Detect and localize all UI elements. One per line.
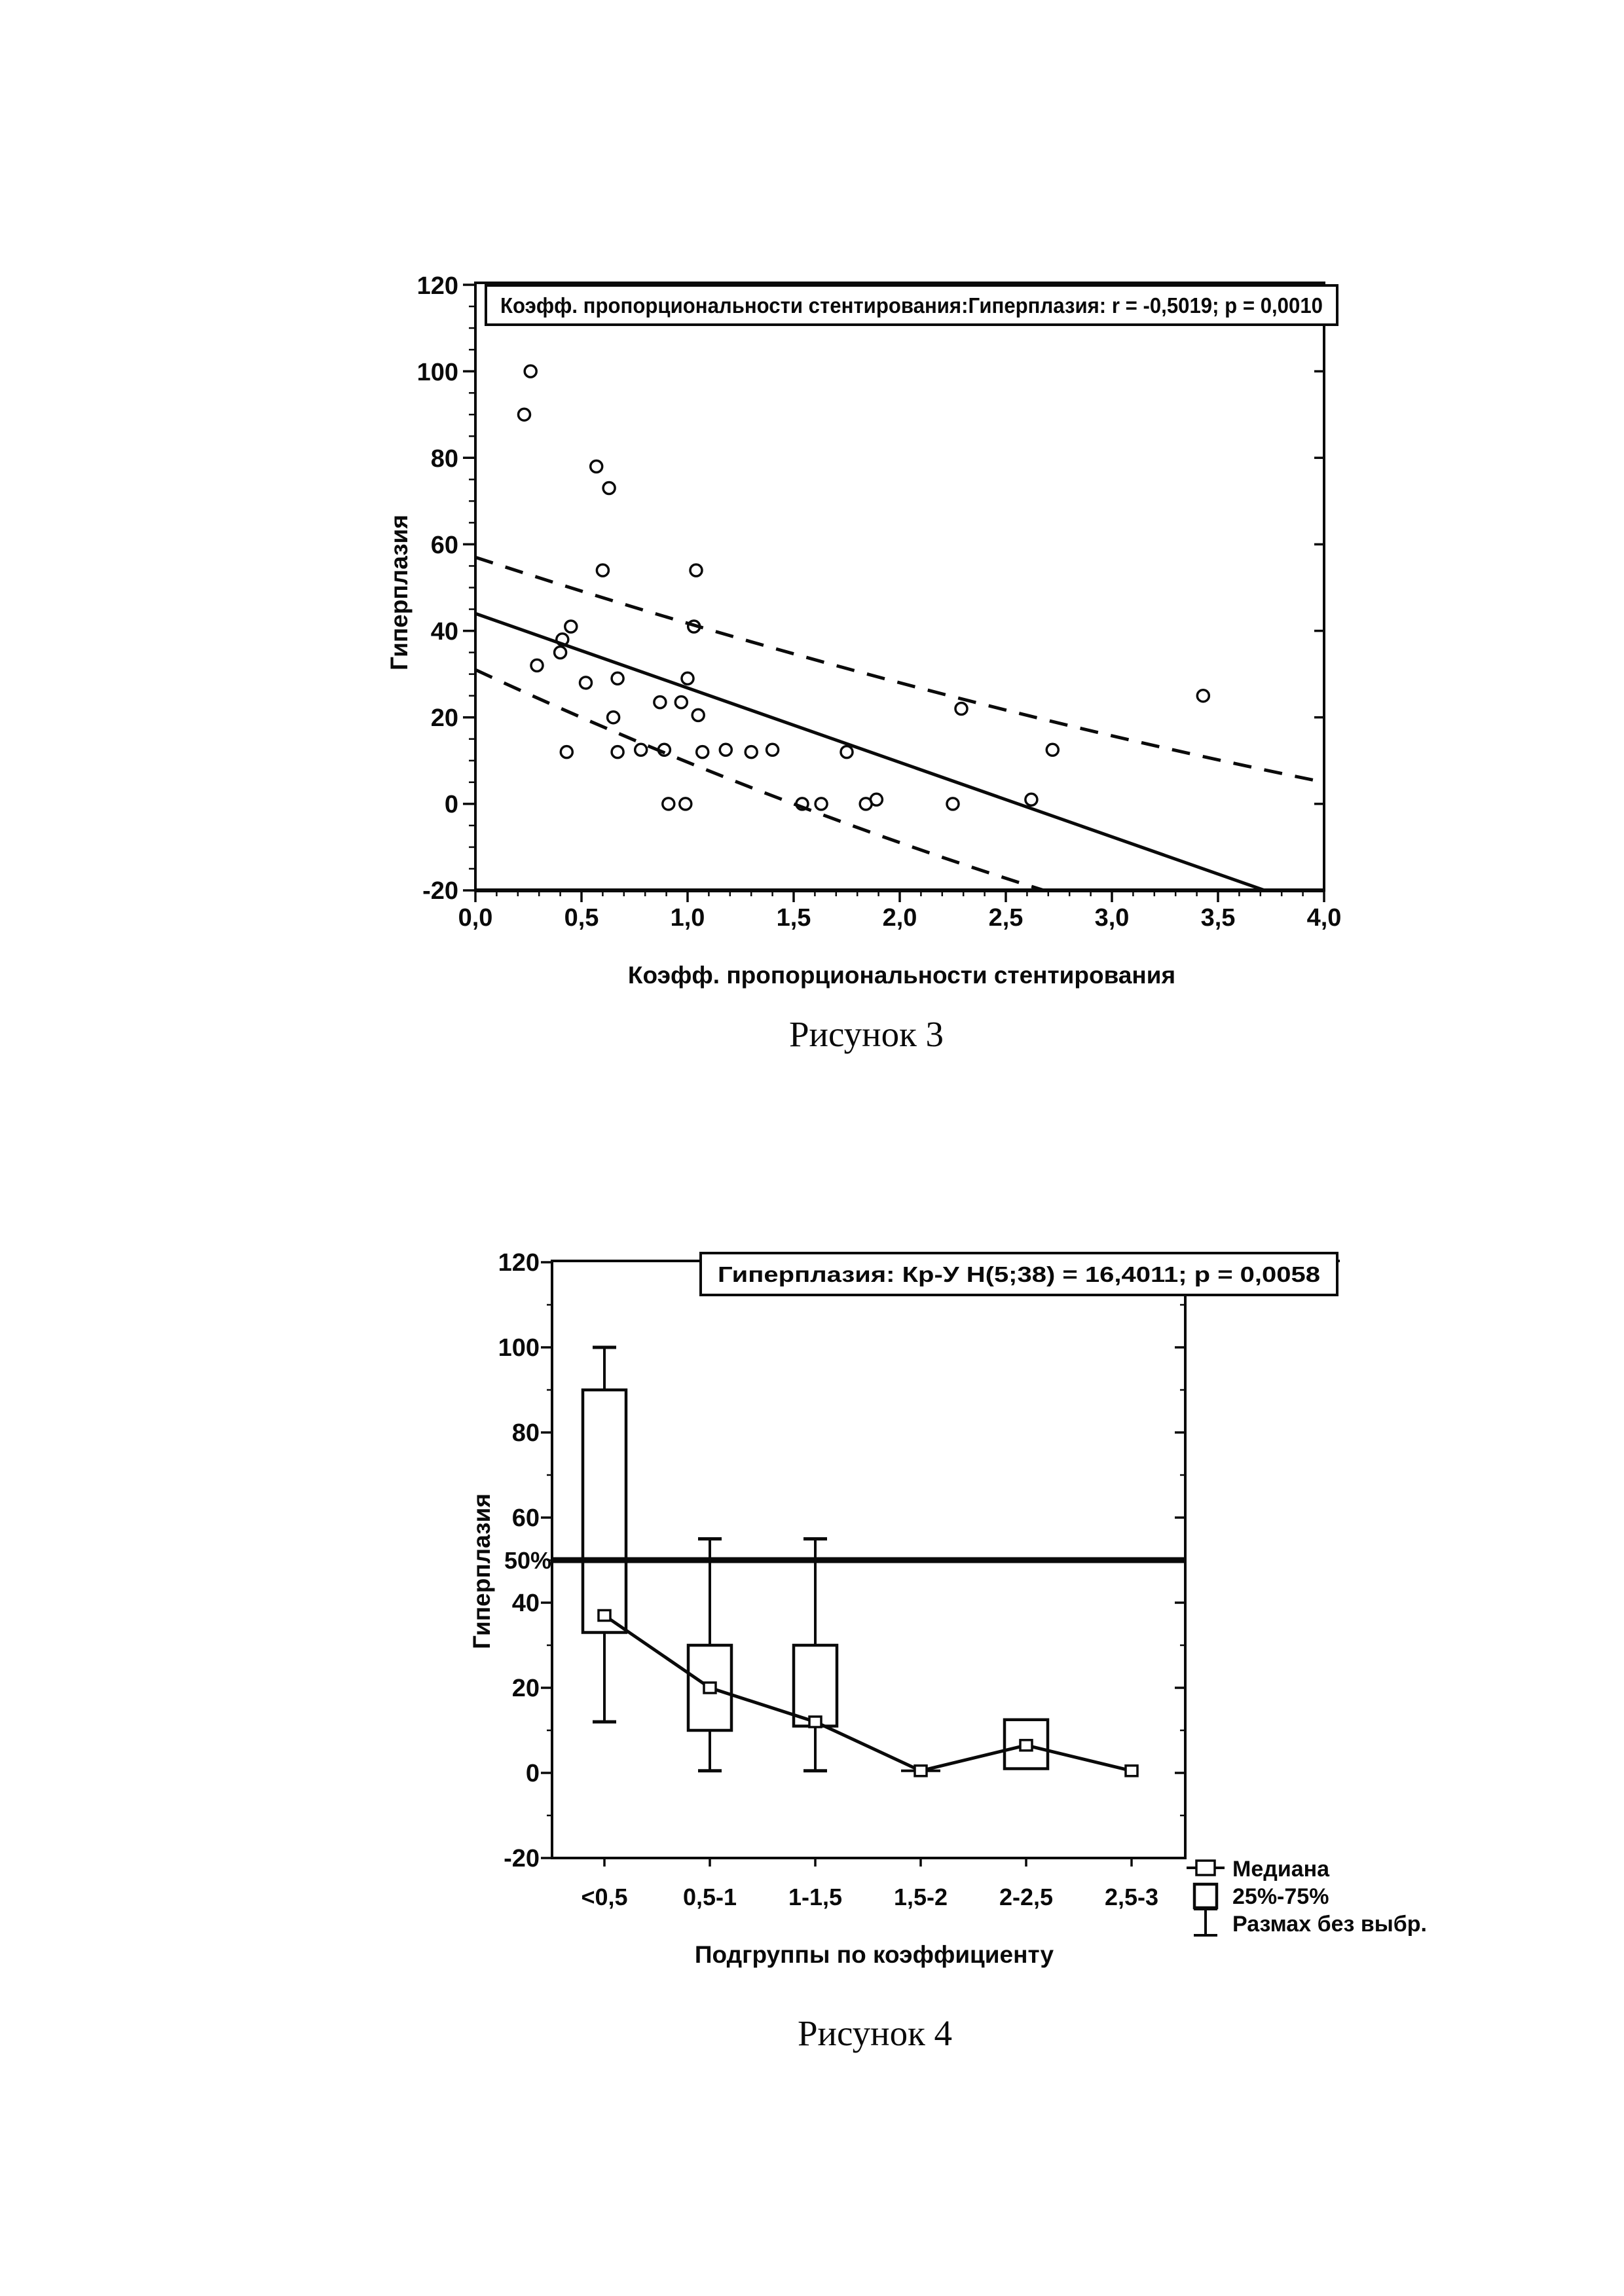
scatter-point (841, 746, 853, 758)
figure3-scatter-chart (386, 272, 1341, 989)
figure4-box-chart (468, 1249, 1427, 1968)
scatter-point (525, 365, 536, 377)
x-tick-label: 3,0 (1094, 904, 1130, 932)
figure4-caption: Рисунок 4 (797, 2013, 953, 2053)
box-data-layer (541, 1262, 1185, 1867)
scatter-point (767, 744, 779, 756)
regression-line (475, 613, 1264, 890)
scatter-point (815, 798, 827, 810)
scatter-point (1025, 793, 1037, 805)
legend-label-box: 25%-75% (1232, 1884, 1329, 1909)
scatter-point (635, 744, 647, 756)
median-connecting-line (604, 1616, 1132, 1771)
scatter-point (955, 703, 967, 715)
y-tick-label: 80 (430, 445, 458, 473)
scatter-point (720, 744, 731, 756)
y-tick-label: 100 (416, 359, 458, 386)
scatter-point (690, 564, 702, 576)
category-label: <0,5 (581, 1884, 628, 1910)
category-label: 1,5-2 (893, 1884, 948, 1910)
scatter-point (675, 697, 687, 708)
scatter-point (682, 672, 693, 684)
y-tick-label: -20 (422, 877, 458, 905)
scatter-point (580, 677, 592, 689)
median-legend-icon (1196, 1861, 1215, 1875)
interquartile-box (583, 1390, 626, 1633)
median-marker (809, 1717, 821, 1727)
category-label: 0,5-1 (682, 1884, 737, 1910)
y-tick-label: 60 (511, 1504, 540, 1532)
x-axis-title: Подгруппы по коэффициенту (694, 1941, 1054, 1968)
y-tick-label: 120 (416, 272, 458, 300)
median-marker (599, 1611, 610, 1621)
y-tick-label: 0 (444, 791, 458, 818)
box-legend-icon (1194, 1884, 1217, 1908)
scatter-point (531, 659, 543, 671)
y-tick-label: 40 (430, 618, 458, 646)
y-tick-label: 100 (498, 1334, 540, 1362)
plot-area-border (475, 283, 1324, 890)
median-marker (704, 1683, 716, 1693)
x-tick-label: 0,0 (458, 904, 493, 932)
scatter-point (612, 672, 623, 684)
y-axis-title: Гиперплазия (468, 1493, 495, 1649)
chart-title: Гиперплазия: Кр-У Н(5;38) = 16,4011; p = 0,0058 (718, 1262, 1320, 1286)
scatter-point (561, 746, 572, 758)
median-marker (915, 1766, 927, 1776)
y-tick-label: 80 (511, 1419, 540, 1447)
scatter-point (603, 483, 615, 494)
scatter-point (555, 647, 566, 659)
scatter-point (612, 746, 623, 758)
scatter-point (608, 712, 619, 723)
x-tick-label: 4,0 (1306, 904, 1342, 932)
legend-label-median: Медиана (1232, 1857, 1330, 1882)
scatter-point (697, 746, 709, 758)
median-marker (1126, 1766, 1137, 1776)
scatter-point (947, 798, 959, 810)
category-label: 2,5-3 (1104, 1884, 1159, 1910)
x-tick-label: 0,5 (564, 904, 599, 932)
scatter-point (663, 798, 674, 810)
x-tick-label: 3,5 (1200, 904, 1236, 932)
x-tick-label: 2,5 (988, 904, 1024, 932)
y-tick-label: 60 (430, 532, 458, 559)
legend-label-whisker: Размах без выбр. (1232, 1912, 1427, 1937)
chart-title: Коэфф. пропорциональности стентирования:Гиперплазия: r = -0,5019; p = 0,0010 (500, 293, 1323, 318)
interquartile-box (794, 1645, 837, 1726)
y-tick-label: 0 (525, 1760, 540, 1787)
scatter-point (692, 709, 704, 721)
scatter-point (597, 564, 608, 576)
y-tick-label: 40 (511, 1590, 540, 1617)
y-tick-label: 120 (498, 1249, 540, 1277)
scatter-point (745, 746, 757, 758)
x-tick-label: 1,0 (670, 904, 705, 932)
scatter-point (680, 798, 692, 810)
x-axis-title: Коэфф. пропорциональности стентирования (627, 962, 1176, 989)
scatter-point (591, 461, 602, 473)
legend (1187, 1857, 1427, 1937)
scatter-point (1046, 744, 1058, 756)
x-tick-label: 2,0 (882, 904, 917, 932)
scatter-point (870, 793, 882, 805)
category-label: 2-2,5 (999, 1884, 1054, 1910)
scatter-point (654, 697, 666, 708)
reference-line-label: 50% (504, 1547, 551, 1574)
scatter-point (1197, 690, 1209, 702)
y-axis-title: Гиперплазия (386, 515, 413, 670)
scatter-point (519, 409, 530, 420)
y-tick-label: 20 (430, 704, 458, 732)
x-tick-label: 1,5 (776, 904, 811, 932)
y-tick-label: -20 (504, 1845, 540, 1872)
scatter-data-layer (463, 285, 1324, 902)
median-marker (1020, 1740, 1032, 1751)
confidence-band-upper (475, 557, 1324, 782)
y-tick-label: 20 (511, 1675, 540, 1702)
figure3-caption: Рисунок 3 (788, 1014, 944, 1054)
scatter-point (565, 621, 577, 632)
category-label: 1-1,5 (788, 1884, 843, 1910)
